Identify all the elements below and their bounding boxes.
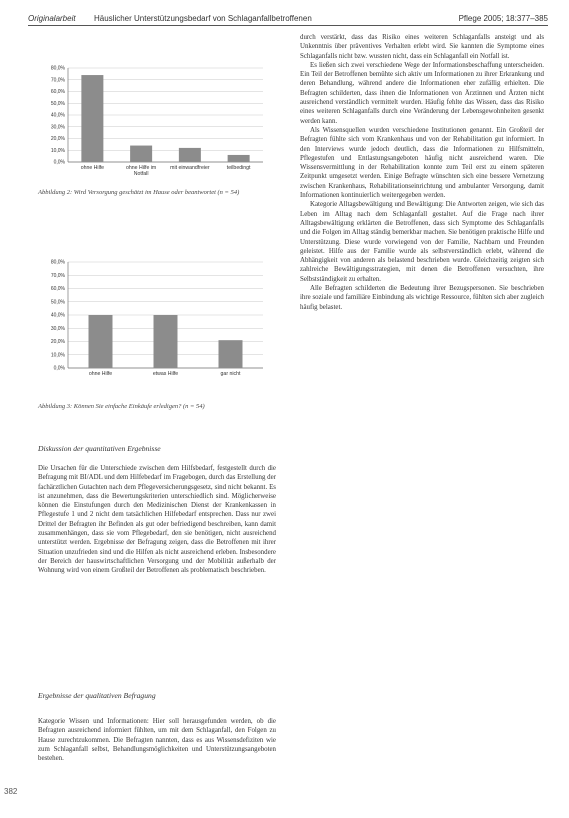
- right-paragraph-3: Als Wissensquellen wurden verschiedene Institutionen genannt. Ein Großteil der Befragten fühlte sich vom Krankenhaus und von der Rehabilitation gut informiert. In den Interviews wurde jedoch deutlich, dass die Informationen zu Hilfsmitteln, Pflegestufen und Entlastungsangeboten häufig nicht ausreichend waren. Die Wissensvermittlung in der Rehabilitation konnte zum Teil erst zu einem späteren Zeitpunkt umgesetzt werden. Einige Befragte wünschten sich eine bessere Vernetzung zwischen Krankenhaus, Rehabilitationseinrichtung und ambulanter Versorgung, damit Informationen kontinuierlich weitergegeben werden.: [300, 126, 544, 200]
- figure-2-caption: Abbildung 2: Wird Versorgung geschätzt im Hause oder beantwortet (n = 54): [38, 189, 240, 196]
- qualitative-paragraph: Kategorie Wissen und Informationen: Hier soll herausgefunden werden, ob die Befragten ausreichend informiert fühlten, um mit dem Schlaganfall, den Folgen zu Hause zurechtzukommen. Die Befragten nannten, dass es aus Wissensdefiziten wie zum Schlaganfall selbst, Behandlungsmöglichkeiten und Unterstützungsangeboten bestehen.: [38, 718, 276, 763]
- right-paragraph-5: Alle Befragten schilderten die Bedeutung ihrer Bezugspersonen. Sie beschrieben ihre soziale und familiäre Einbindung als wichtige Ressource, fühlten sich aber zugleich häufig belastet.: [300, 285, 544, 311]
- right-paragraph-1: durch verstärkt, dass das Risiko eines weiteren Schlaganfalls ansteigt und als Unkenntnis über präventives Verhalten erlebt wird. Sie kannten die Symptome eines Schlaganfalls nicht bzw. wussten nicht, dass ein Schlaganfall ein Notfall ist.: [300, 34, 544, 60]
- bar: [81, 75, 103, 162]
- y-tick-label: 50,0%: [50, 100, 65, 107]
- running-header: [28, 10, 548, 26]
- figure-2-chart: [38, 62, 273, 184]
- y-tick-label: 20,0%: [50, 136, 65, 143]
- journal-name: Originalarbeit: [28, 14, 76, 23]
- category-label: Notfall: [133, 171, 149, 177]
- bar: [89, 315, 113, 368]
- category-label: mit einwandfreier: [170, 165, 210, 171]
- header-rule: [28, 25, 548, 26]
- category-label: ohne Hilfe: [80, 165, 105, 171]
- right-paragraph-4: Kategorie Alltagsbewältigung und Bewältigung: Die Antworten zeigen, wie sich das Leben im Alltag nach dem Schlaganfall gestaltet. Auf die Frage nach ihrer Alltagsbewältigung erklärten die Betroffenen, dass sich Symptome des Schlaganfalls und die Folgen im Alltag ständig bemerkbar machen. Sie benötigen praktische Hilfe und Unterstützung. Diese wurde vorwiegend von der Familie, Nachbarn und Freunden geleistet. Hilfe aus der Familie wurde als selbstverständlich erlebt, während die Abhängigkeit von anderen als belastend beschrieben wurde. Gleichzeitig zeigten sich zahlreiche Bewältigungsstrategien, mit denen die Betroffenen versuchten, ihre Selbstständigkeit zu erhalten.: [300, 201, 544, 283]
- y-tick-label: 70,0%: [50, 77, 65, 84]
- figure-3-chart: [38, 256, 273, 390]
- category-label: teilbedingt: [226, 165, 251, 171]
- article-title: Häuslicher Unterstützungsbedarf von Schlaganfallbetroffenen: [94, 14, 312, 23]
- y-tick-label: 0,0%: [53, 159, 65, 166]
- bar: [179, 148, 201, 162]
- qualitative-heading: Ergebnisse der qualitativen Befragung: [38, 691, 156, 700]
- y-tick-label: 30,0%: [50, 325, 65, 332]
- figure-2-svg: [38, 62, 273, 184]
- figure-3-svg: [38, 256, 273, 390]
- y-tick-label: 30,0%: [50, 124, 65, 131]
- figure-3-caption: Abbildung 3: Können Sie einfache Einkäufe erledigen? (n = 54): [38, 403, 205, 410]
- y-tick-label: 40,0%: [50, 312, 65, 319]
- discussion-heading: Diskussion der quantitativen Ergebnisse: [38, 444, 161, 453]
- y-tick-label: 70,0%: [50, 272, 65, 279]
- y-tick-label: 10,0%: [50, 147, 65, 154]
- y-tick-label: 80,0%: [50, 259, 65, 266]
- bar: [228, 155, 250, 162]
- bar: [154, 315, 178, 368]
- y-tick-label: 60,0%: [50, 286, 65, 293]
- right-column: [300, 33, 544, 809]
- category-label: ohne Hilfe im: [125, 165, 157, 171]
- page-number: 382: [4, 787, 18, 796]
- right-paragraph-2: Es ließen sich zwei verschiedene Wege der Informationsbeschaffung unterscheiden. Ein Teil der Betroffenen bemühte sich aktiv um Informationen zu ihrer Erkrankung und deren Behandlung, während andere die Informationen eher zufällig erhielten. Die Befragten schilderten, dass ihnen die Informationen von Ärztinnen und Ärzten nicht ausreichend verständlich vermittelt wurden. Häufig fehlte das Wissen, dass das Risiko eines weiteren Schlaganfalls durch eine Veränderung der Lebensgewohnheiten gesenkt werden kann.: [300, 61, 544, 125]
- bar: [219, 340, 243, 368]
- discussion-text: [38, 464, 276, 606]
- category-label: ohne Hilfe: [88, 371, 113, 377]
- category-label: etwas Hilfe: [152, 371, 179, 377]
- qualitative-text: [38, 717, 276, 809]
- y-tick-label: 60,0%: [50, 89, 65, 96]
- citation-pages: Pflege 2005; 18:377–385: [458, 14, 548, 23]
- y-tick-label: 10,0%: [50, 352, 65, 359]
- y-tick-label: 50,0%: [50, 299, 65, 306]
- discussion-paragraph: Die Ursachen für die Unterschiede zwischen dem Hilfsbedarf, festgestellt durch die Befragung mit BI/ADL und dem Hilfebedarf im Fragebogen, durch das Erstellung der fachärztlichen Gutachten nach dem Pflegeversicherungsgesetz, sind nicht bekannt. Es ist anzunehmen, dass die Bewertungskriterien unterschiedlich sind. Möglicherweise können die Einstufungen durch den Medizinischen Dienst der Krankenkassen in Pflegestufe 1 und 2 nicht dem tatsächlichen Hilfebedarf entsprechen. Dass nur zwei Drittel der Befragten ihr Befinden als gut oder befriedigend beschreiben, kann damit zusammenhängen, dass sie vom Pflegebedarf, den sie benötigen, nicht ausreichend unterstützt werden. Ergebnisse der Befragung zeigen, dass die Betroffenen mit ihrer Situation unzufrieden sind und die Hilfen als nicht ausreichend erleben. Insbesondere der Bereich der hauswirtschaftlichen Versorgung und der Mobilität außerhalb der Wohnung wird von einem Großteil der Betroffenen als problematisch beschrieben.: [38, 465, 276, 575]
- y-tick-label: 80,0%: [50, 65, 65, 72]
- bar: [130, 146, 152, 162]
- y-tick-label: 20,0%: [50, 339, 65, 346]
- y-tick-label: 40,0%: [50, 112, 65, 119]
- y-tick-label: 0,0%: [53, 365, 65, 372]
- category-label: gar nicht: [220, 371, 241, 377]
